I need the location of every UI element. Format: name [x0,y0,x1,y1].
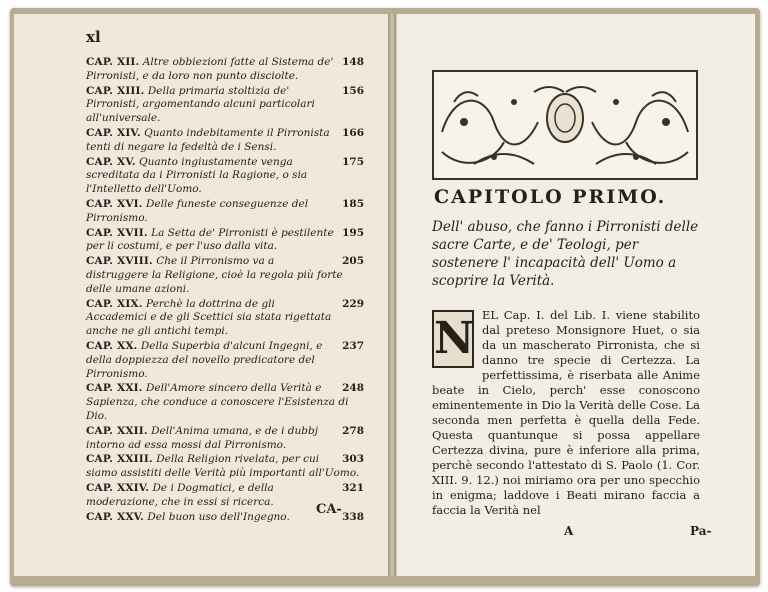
toc-chapter: CAP. XIX. [86,297,143,310]
toc-title: Delle funeste conseguenze del Pirronismo. [86,197,309,224]
toc-entry [86,85,364,126]
toc-chapter: CAP. XVI. [86,197,143,210]
toc-entry [86,156,364,197]
catchword: CA- [316,502,342,517]
page-folio: xl [86,28,101,46]
toc-title: Dell'Amore sincero della Verità e Sapienza, che conduce a conoscere l'Esistenza di Dio. [86,382,349,422]
toc-page-number: 321 [342,481,364,494]
toc-title: Che il Pirronismo va a distruggere la Religione, cioè la regola più forte delle umane azioni. [86,255,343,295]
chapter-heading: CAPITOLO PRIMO. [434,186,667,208]
toc-entry [86,198,364,226]
toc-page-number: 278 [342,424,364,437]
body-text: EL Cap. I. del Lib. I. viene stabilito dal preteso Monsignore Huet, o sia da un mascherato Pirronista, che si danno tre specie di Certezza. La perfettissima, è riserbata alle Anime beate in Cielo, perch' esse conoscono eminentemente in Dio la Verità delle Cose. La seconda men perfetta è quella della Fede. Questa quantunque si possa appellare Certezza divina, pure è inferiore alla prima, perchè secondo l'attestato di S. Paolo (1. Cor. XIII. 9. 12.) noi miriamo ora per uno specchio in enigma; laddove i Beati mirano faccia a faccia la Verità nel [432,308,700,517]
toc-title: La Setta de' Pirronisti è pestilente per li costumi, e per l'uso dalla vita. [86,226,334,253]
toc-entry [86,453,364,481]
toc-chapter: CAP. XXI. [86,382,143,395]
toc-page-number: 229 [342,297,364,310]
toc-page-number: 338 [342,510,364,523]
toc-page-number: 195 [342,226,364,239]
toc-entry [86,340,364,381]
toc-title: De i Dogmatici, e della moderazione, che in essi si ricerca. [86,481,274,508]
toc-entry [86,227,364,255]
toc-chapter: CAP. XIV. [86,126,141,139]
toc-title: Altre obbiezioni fatte al Sistema de' Pirronisti, e da loro non punto disciolte. [86,56,334,82]
catchword: Pa- [690,524,712,538]
toc-page-number: 156 [342,84,364,97]
toc-chapter: CAP. XX. [86,339,138,352]
toc-title: Della Religion rivelata, per cui siamo assistiti delle Verità più importanti all'Uomo. [86,453,360,480]
toc-entry [86,255,364,296]
toc-entry [86,56,364,84]
toc-chapter: CAP. XIII. [86,84,145,97]
toc-chapter: CAP. XXII. [86,424,148,437]
toc-chapter: CAP. XVII. [86,226,148,239]
toc-title: Dell'Anima umana, e de i dubbj intorno ad essa mossi dal Pirronismo. [86,424,318,451]
toc-page-number: 237 [342,339,364,352]
chapter-body [432,308,700,518]
toc-chapter: CAP. XXV. [86,510,145,523]
toc-page-number: 185 [342,197,364,210]
table-of-contents [86,56,364,525]
toc-title: Della primaria stoltizia de' Pirronisti, argomentando alcuni particolari all'universale. [86,84,315,125]
toc-chapter: CAP. XXIII. [86,453,153,466]
toc-chapter: CAP. XV. [86,155,136,168]
toc-page-number: 205 [342,255,364,268]
toc-chapter: CAP. XII. [86,56,140,68]
book-gutter [388,14,396,576]
toc-page-number: 166 [342,126,364,139]
drop-cap: N [432,310,474,368]
toc-page-number: 248 [342,382,364,395]
headpiece-ornament [432,70,698,180]
toc-chapter: CAP. XXIV. [86,481,150,494]
toc-entry [86,298,364,339]
chapter-subtitle: Dell' abuso, che fanno i Pirronisti delle sacre Carte, e de' Teologi, per sostenere l' incapacità dell' Uomo a scoprire la Verità. [432,219,699,289]
toc-title: Quanto ingiustamente venga screditata da i Pirronisti la Ragione, o sia l'Intelletto dell'Uomo. [86,155,308,196]
toc-title: Quanto indebitamente il Pirronista tenti di negare la fedeltà de i Sensi. [86,126,330,153]
toc-page-number: 303 [342,453,364,466]
toc-entry [86,127,364,155]
toc-title: Perchè la dottrina de gli Accademici e de gli Scettici sia stata rigettata anche ne gli antichi tempi. [86,297,332,338]
toc-chapter: CAP. XVIII. [86,255,153,268]
toc-title: Del buon uso dell'Ingegno. [147,510,290,523]
toc-title: Della Superbia d'alcuni Ingegni, e della doppiezza del novello predicatore del Pirronismo. [86,339,323,380]
toc-entry [86,382,364,423]
toc-page-number: 148 [342,56,364,68]
toc-entry [86,425,364,453]
toc-page-number: 175 [342,155,364,168]
signature-mark: A [564,524,574,538]
